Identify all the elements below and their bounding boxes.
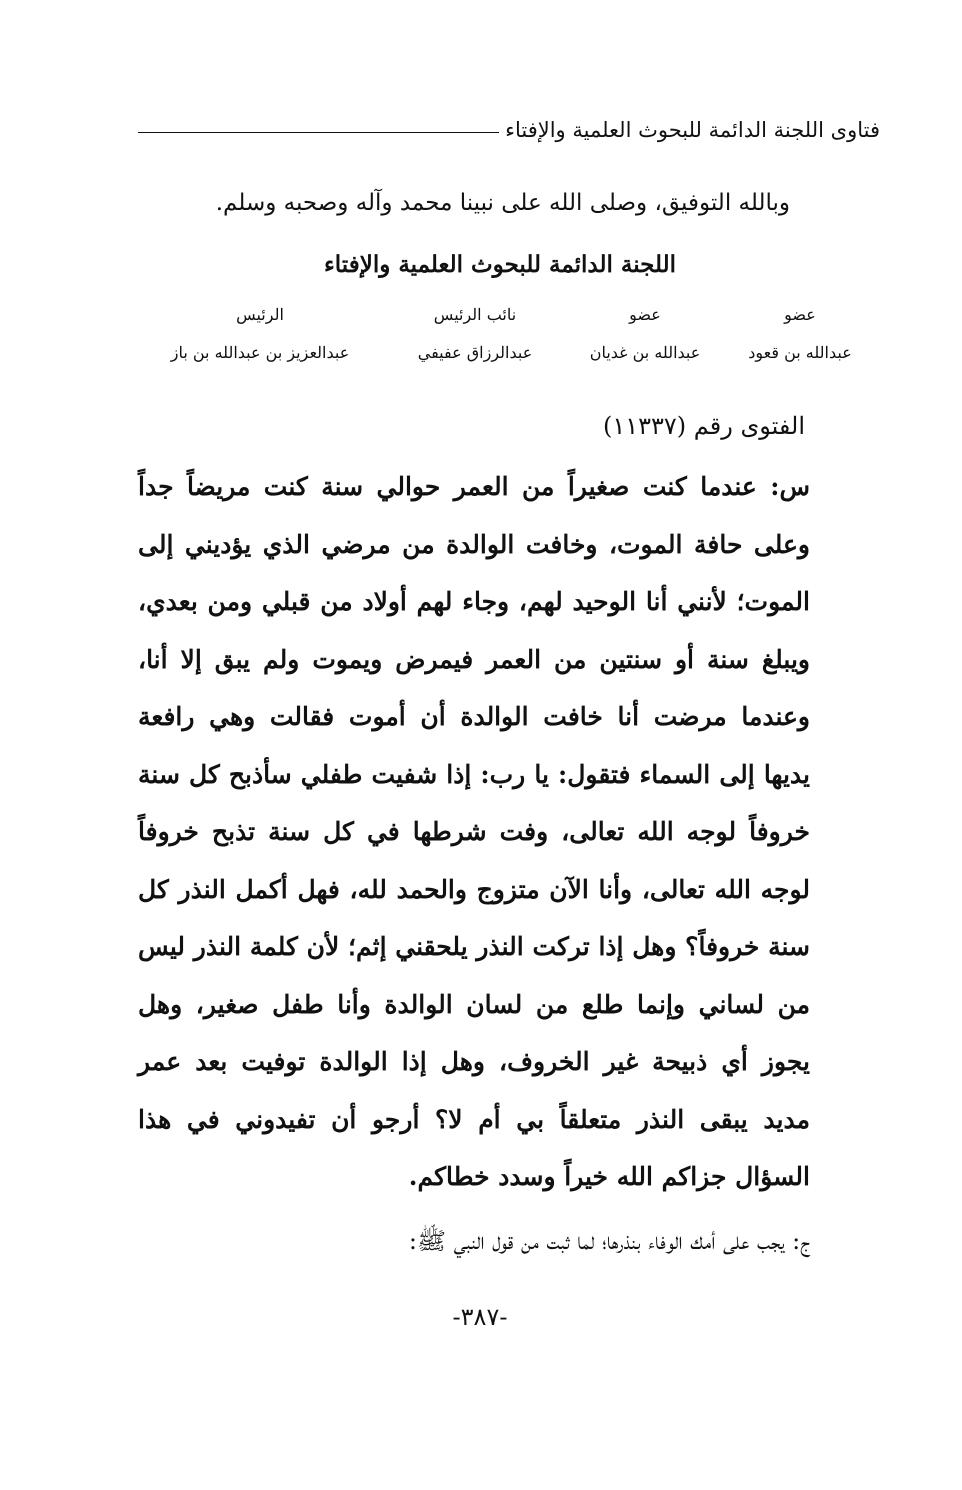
member-role: نائب الرئيس: [433, 305, 517, 324]
committee-roles: [150, 305, 860, 324]
member-name: عبدالرزاق عفيفي: [417, 343, 533, 362]
member-role: الرئيس: [236, 305, 284, 324]
answer-paragraph: ج: يجب على أمك الوفاء بنذرها؛ لما ثبت من قول النبي ﷺ:: [408, 1227, 810, 1255]
committee-names: [150, 343, 860, 362]
question-paragraph: س: عندما كنت صغيراً من العمر حوالي سنة كنت مريضاً جداً وعلى حافة الموت، وخافت الوالدة من مرضي الذي يؤديني إلى الموت؛ لأنني أنا الوحيد لهم، وجاء لهم أولاد من قبلي ومن بعدي، ويبلغ سنة أو سنتين من العمر فيمرض ويموت ولم يبق إلا أنا، وعندما مرضت أنا خافت الوالدة أن أموت فقالت وهي رافعة يديها إلى السماء فتقول: يا رب: إذا شفيت طفلي سأذبح كل سنة خروفاً لوجه الله تعالى، وفت شرطها في كل سنة تذبح خروفاً لوجه الله تعالى، وأنا الآن متزوج والحمد لله، فهل أكمل النذر كل سنة خروفاً؟ وهل إذا تركت النذر يلحقني إثم؛ لأن كلمة النذر ليس من لساني وإنما طلع من لسان الوالدة وأنا طفل صغير، وهل يجوز أي ذبيحة غير الخروف، وهل إذا الوالدة توفيت بعد عمر مديد يبقى النذر متعلقاً بي أم لا؟ أرجو أن تفيدوني في هذا السؤال جزاكم الله خيراً وسدد خطاكم.: [138, 472, 810, 1191]
member-role: عضو: [629, 305, 661, 324]
fatwa-number: الفتوى رقم (١١٣٣٧): [602, 412, 805, 440]
header-rule: [138, 132, 499, 133]
running-title: فتاوى اللجنة الدائمة للبحوث العلمية والإفتاء: [505, 118, 880, 142]
running-header: [138, 110, 880, 150]
member-name: عبدالعزيز بن عبدالله بن باز: [170, 343, 350, 362]
member-role: عضو: [784, 305, 816, 324]
member-name: عبدالله بن قعود: [748, 343, 852, 362]
closing-line: وبالله التوفيق، وصلى الله على نبينا محمد وآله وصحبه وسلم.: [215, 190, 790, 216]
committee-title: اللجنة الدائمة للبحوث العلمية والإفتاء: [323, 251, 677, 278]
page-number: -٣٨٧-: [452, 1303, 508, 1331]
member-name: عبدالله بن غديان: [589, 343, 701, 362]
